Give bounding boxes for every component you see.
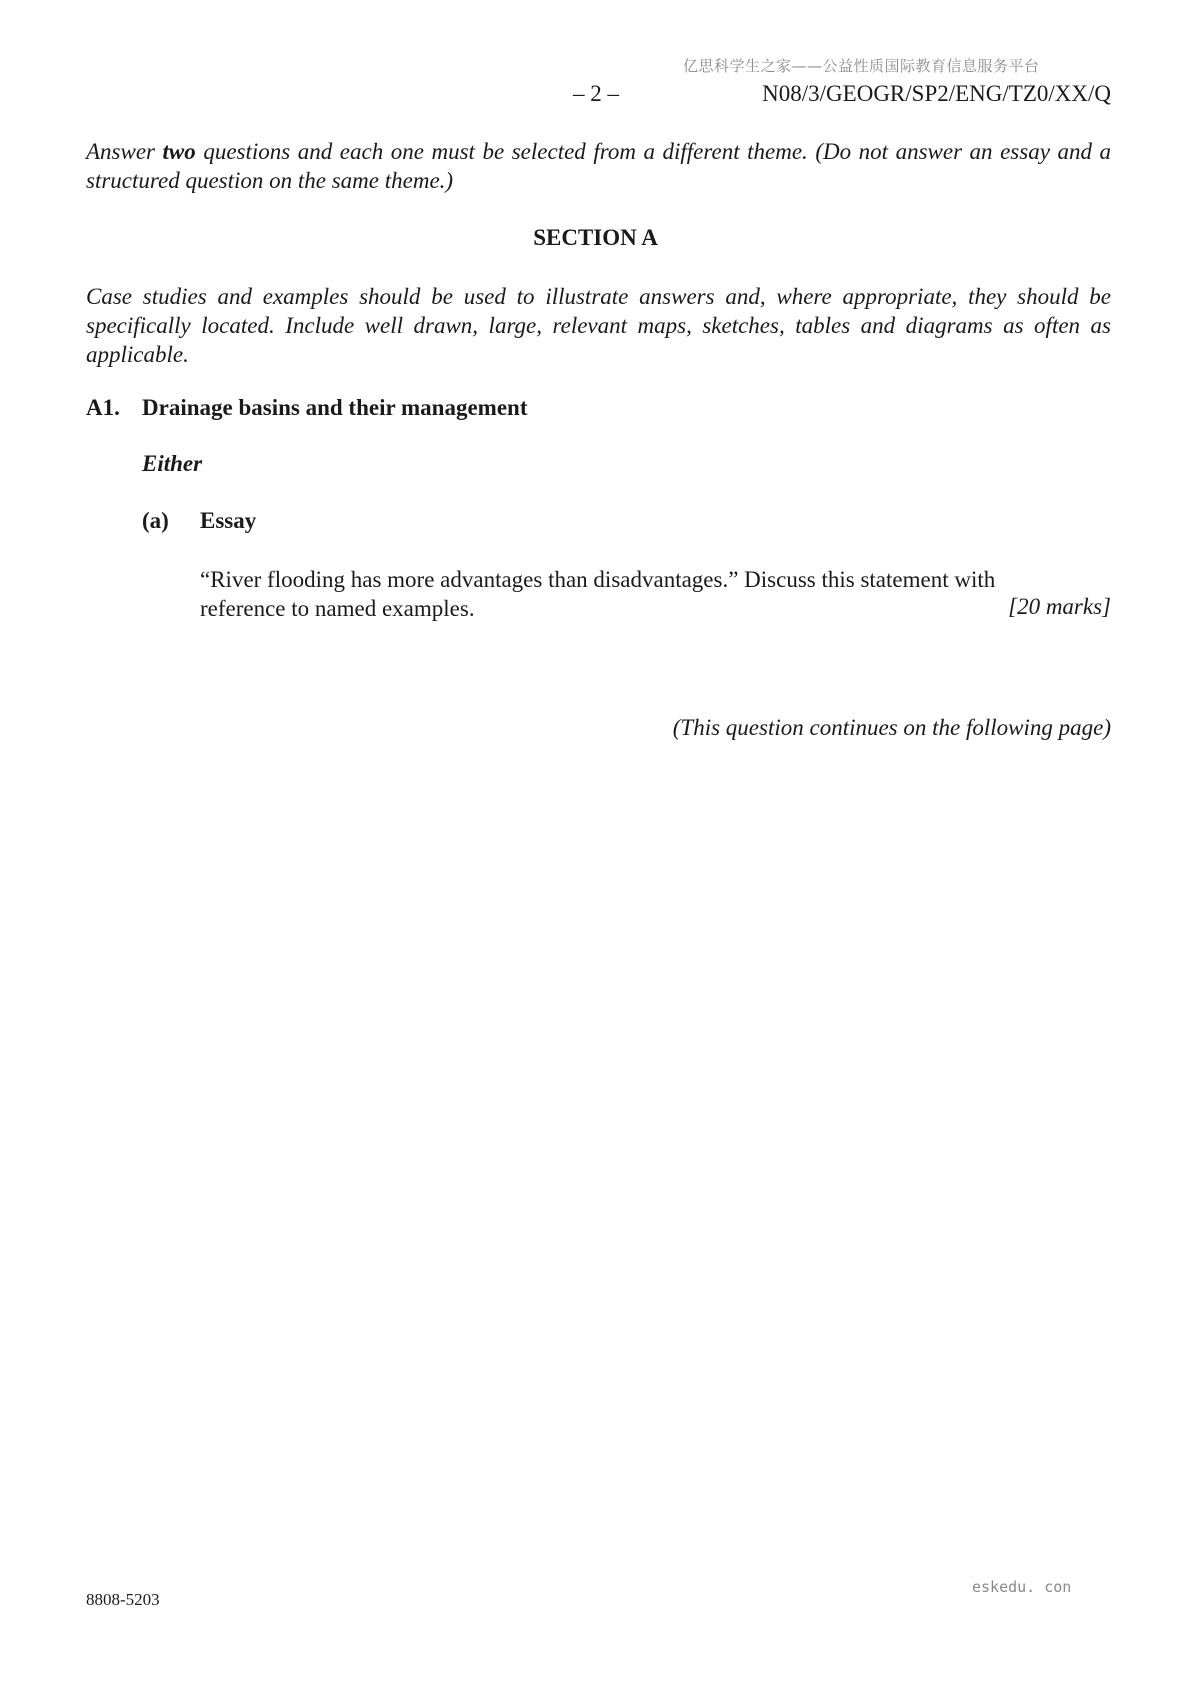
marks-label: [20 marks] bbox=[1008, 594, 1111, 619]
footer-code: 8808-5203 bbox=[86, 1590, 160, 1609]
instructions-emphasis: two bbox=[162, 139, 196, 164]
instructions-suffix: questions and each one must be selected from a different theme. (Do not answer an essay and a structured question on the same theme.) bbox=[86, 139, 1111, 193]
instructions-prefix: Answer bbox=[86, 139, 163, 164]
question-number: A1. bbox=[86, 395, 120, 420]
section-title: SECTION A bbox=[533, 225, 658, 250]
part-type: Essay bbox=[200, 508, 257, 533]
either-label: Either bbox=[142, 451, 203, 476]
part-label: (a) bbox=[142, 508, 169, 533]
section-note: Case studies and examples should be used to illustrate answers and, where appropriate, they should be specifically located. Include well drawn, large, relevant maps, sketches, tables and diagrams as often as applicable. bbox=[86, 284, 1111, 367]
continues-note: (This question continues on the following page) bbox=[672, 715, 1111, 740]
paper-code: N08/3/GEOGR/SP2/ENG/TZ0/XX/Q bbox=[762, 81, 1111, 106]
essay-question-text: “River flooding has more advantages than disadvantages.” Discuss this statement with reference to named examples. bbox=[200, 567, 996, 621]
exam-instructions bbox=[86, 137, 1111, 195]
watermark-top-text: 亿思科学生之家——公益性质国际教育信息服务平台 bbox=[683, 57, 1040, 75]
watermark-bottom-text: eskedu. con bbox=[972, 1578, 1072, 1596]
page-number: – 2 – bbox=[573, 81, 619, 106]
question-title: Drainage basins and their management bbox=[142, 395, 528, 420]
